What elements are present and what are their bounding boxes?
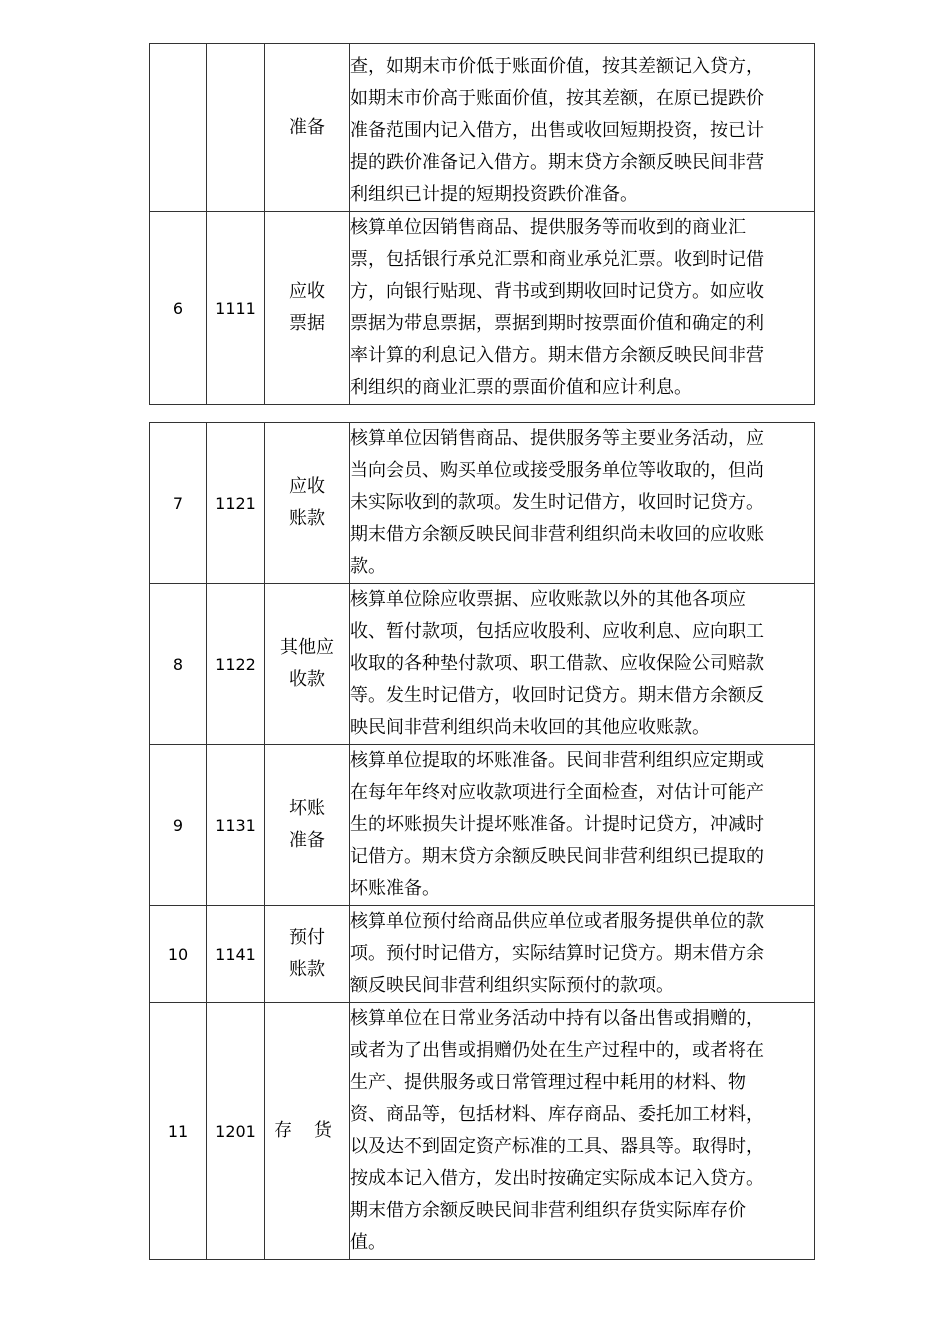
description-line: 记借方。期末贷方余额反映民间非营利组织已提取的	[350, 846, 764, 867]
account-code: 1141	[207, 906, 265, 1003]
account-description	[350, 1003, 815, 1260]
description-line: 核算单位除应收票据、应收账款以外的其他各项应	[350, 589, 746, 610]
description-line: 票据为带息票据，票据到期时按票面价值和确定的利	[350, 313, 764, 334]
account-code: 1122	[207, 584, 265, 745]
account-code: 1131	[207, 745, 265, 906]
account-description	[350, 584, 815, 745]
description-line: 等。发生时记借方，收回时记贷方。期末借方余额反	[350, 685, 764, 706]
account-description	[350, 212, 815, 405]
account-name	[265, 423, 350, 584]
table-row	[150, 423, 815, 584]
account-description	[350, 906, 815, 1003]
account-name-line: 账款	[289, 508, 325, 529]
description-line: 当向会员、购买单位或接受服务单位等收取的，但尚	[350, 460, 764, 481]
account-name-line: 收款	[289, 669, 325, 690]
description-line: 或者为了出售或捐赠仍处在生产过程中的，或者将在	[350, 1040, 764, 1061]
account-code: 1111	[207, 212, 265, 405]
description-line: 收、暂付款项，包括应收股利、应收利息、应向职工	[350, 621, 764, 642]
description-line: 额反映民间非营利组织实际预付的款项。	[350, 975, 674, 996]
account-code: 1201	[207, 1003, 265, 1260]
account-name-line: 准备	[289, 116, 325, 138]
description-line: 票，包括银行承兑汇票和商业承兑汇票。收到时记借	[350, 249, 764, 270]
description-line: 以及达不到固定资产标准的工具、器具等。取得时，	[350, 1136, 764, 1157]
row-number: 11	[150, 1003, 207, 1260]
description-line: 利组织已计提的短期投资跌价准备。	[350, 184, 638, 205]
description-line: 生的坏账损失计提坏账准备。计提时记贷方，冲减时	[350, 814, 764, 835]
description-line: 核算单位因销售商品、提供服务等主要业务活动，应	[350, 428, 764, 449]
account-name-line: 其他应	[280, 637, 334, 658]
description-line: 生产、提供服务或日常管理过程中耗用的材料、物	[350, 1072, 746, 1093]
description-line: 未实际收到的款项。发生时记借方，收回时记贷方。	[350, 492, 764, 513]
account-name	[265, 745, 350, 906]
row-number	[150, 44, 207, 212]
account-name-line: 存 货	[274, 1120, 340, 1141]
account-name-line: 预付	[289, 927, 325, 948]
table-row	[150, 1003, 815, 1260]
description-line: 在每年年终对应收款项进行全面检查，对估计可能产	[350, 782, 764, 803]
table-row	[150, 906, 815, 1003]
account-table-continued	[149, 43, 815, 405]
description-line: 准备范围内记入借方，出售或收回短期投资，按已计	[350, 120, 764, 141]
account-name-line: 账款	[289, 959, 325, 980]
account-name-line: 票据	[289, 313, 325, 334]
description-line: 坏账准备。	[350, 878, 440, 899]
account-name-line: 应收	[289, 281, 325, 302]
account-name	[265, 584, 350, 745]
account-name-line: 坏账	[289, 798, 325, 819]
account-name	[265, 906, 350, 1003]
description-line: 期末借方余额反映民间非营利组织存货实际库存价	[350, 1200, 746, 1221]
account-code: 1121	[207, 423, 265, 584]
description-line: 项。预付时记借方，实际结算时记贷方。期末借方余	[350, 943, 764, 964]
description-line: 提的跌价准备记入借方。期末贷方余额反映民间非营	[350, 152, 764, 173]
table-row	[150, 584, 815, 745]
row-number: 7	[150, 423, 207, 584]
row-number: 8	[150, 584, 207, 745]
description-line: 款。	[350, 556, 386, 577]
row-number: 10	[150, 906, 207, 1003]
description-line: 期末借方余额反映民间非营利组织尚未收回的应收账	[350, 524, 764, 545]
account-table	[149, 422, 815, 1260]
account-name	[265, 212, 350, 405]
row-number: 6	[150, 212, 207, 405]
table-row	[150, 745, 815, 906]
description-line: 方，向银行贴现、背书或到期收回时记贷方。如应收	[350, 281, 764, 302]
account-name-line: 准备	[289, 830, 325, 851]
description-line: 核算单位因销售商品、提供服务等而收到的商业汇	[350, 217, 746, 238]
description-line: 资、商品等，包括材料、库存商品、委托加工材料，	[350, 1104, 764, 1125]
account-name	[265, 44, 350, 212]
account-name	[265, 1003, 350, 1260]
description-line: 率计算的利息记入借方。期末借方余额反映民间非营	[350, 345, 764, 366]
table-row	[150, 212, 815, 405]
description-line: 核算单位提取的坏账准备。民间非营利组织应定期或	[350, 750, 764, 771]
row-number: 9	[150, 745, 207, 906]
description-line: 收取的各种垫付款项、职工借款、应收保险公司赔款	[350, 653, 764, 674]
account-description	[350, 745, 815, 906]
description-line: 利组织的商业汇票的票面价值和应计利息。	[350, 377, 692, 398]
description-line: 查，如期末市价低于账面价值，按其差额记入贷方，	[350, 56, 764, 77]
description-line: 核算单位预付给商品供应单位或者服务提供单位的款	[350, 911, 764, 932]
account-name-line: 应收	[289, 476, 325, 497]
description-line: 核算单位在日常业务活动中持有以备出售或捐赠的，	[350, 1008, 764, 1029]
description-line: 映民间非营利组织尚未收回的其他应收账款。	[350, 717, 710, 738]
table-row	[150, 44, 815, 212]
description-line: 值。	[350, 1232, 386, 1253]
account-code	[207, 44, 265, 212]
description-line: 如期末市价高于账面价值，按其差额，在原已提跌价	[350, 88, 764, 109]
account-description	[350, 423, 815, 584]
account-description	[350, 44, 815, 212]
description-line: 按成本记入借方，发出时按确定实际成本记入贷方。	[350, 1168, 764, 1189]
